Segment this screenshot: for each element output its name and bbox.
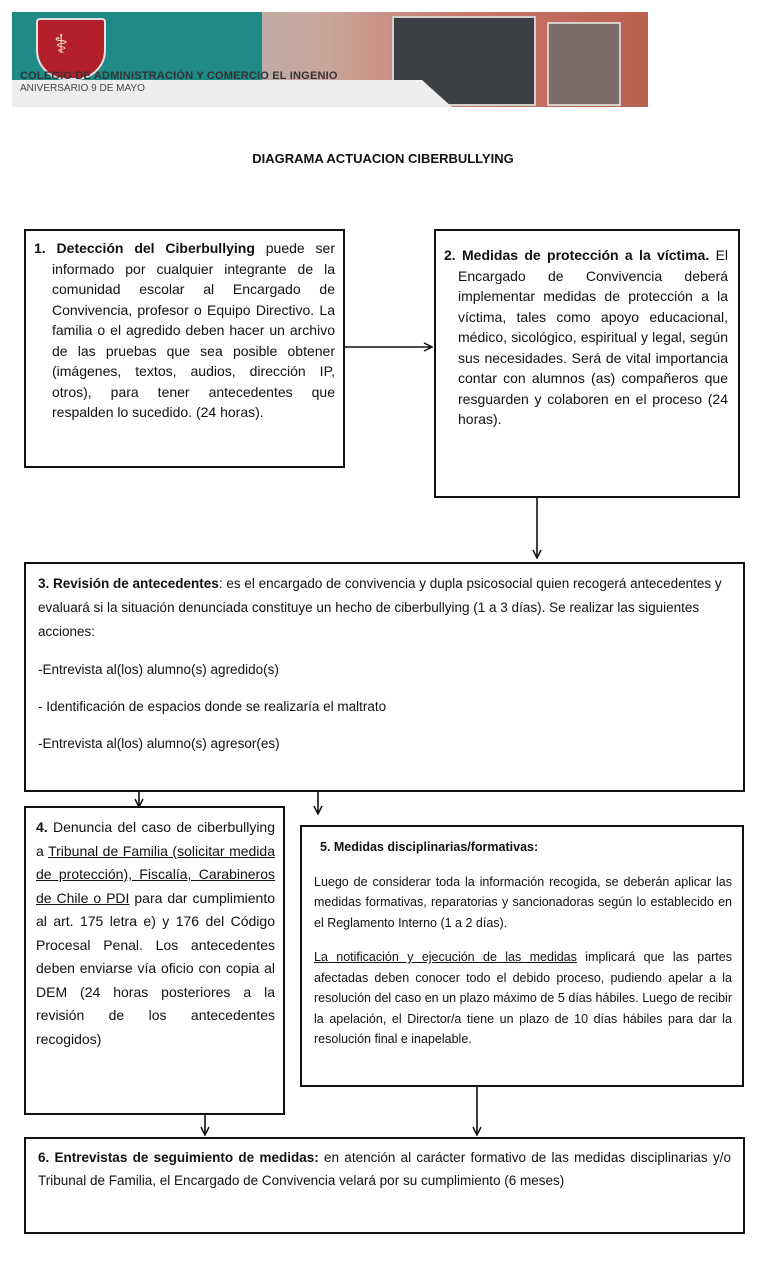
logo-emblem-icon: ⚕ [54,30,69,60]
box1-text: puede ser informado por cualquier integrante de la comunidad escolar al Encargado de Convivencia, profesor o Equipo Directivo. La familia o el agredido deben hacer un archivo de las pruebas que sea posible obtener (imágenes, textos, audios, dirección IP, otros), para tener antecedentes que respalden lo sucedido. (24 horas). [52,240,335,420]
box-protection [434,229,740,498]
box-review [24,562,745,792]
box5-underlined: La notificación y ejecución de las medidas [314,950,577,964]
box1-heading: 1. Detección del Ciberbullying [34,240,255,256]
box4-heading: 4. [36,819,48,835]
box4-text: para dar cumplimiento al art. 175 letra e) y 176 del Código Procesal Penal. Los antecedentes deben enviarse vía oficio con copia al DEM (24 horas posteriores a la revisión de los antecedentes recogidos) [36,889,276,1047]
box5-para2: implicará que las partes afectadas deben conocer todo el debido proceso, pudiendo apelar a la resolución del caso en un plazo máximo de 5 días hábiles. Luego de recibir la apelación, el Director/a tiene un plazo de 10 días hábiles para dar la resolución final e inapelable. [314,950,732,1046]
box6-heading: 6. Entrevistas de seguimiento de medidas: [38,1150,319,1165]
box2-text: El Encargado de Convivencia deberá implementar medidas de protección a la víctima, tales como apoyo educacional, médico, sicológico, espiritual y legal, según sus necesidades. Será de vital importancia contar con alumnos (as) compañeros que resguarden y colaboren en el proceso (24 horas). [458,247,729,427]
box4-lead: Denuncia del caso de ciberbullying a [36,819,276,859]
school-name: COLEGIO DE ADMINISTRACIÓN Y COMERCIO EL INGENIO [20,70,338,82]
box-detection [24,229,345,468]
box5-para1: Luego de considerar toda la información recogida, se deberán aplicar las medidas formativas, reparatorias y sancionadoras según lo establecido en el Reglamento Interno (1 a 2 días). [314,874,732,930]
box-disciplinary [300,825,744,1087]
box3-item-3: -Entrevista al(los) alumno(s) agresor(es) [38,736,280,751]
box2-heading: 2. Medidas de protección a la víctima. [444,247,710,263]
box3-text: : es el encargado de convivencia y dupla psicosocial quien recogerá antecedentes y evaluará si la situación denunciada constituye un hecho de ciberbullying (1 a 3 días). Se realizar las siguientes acciones: [38,576,722,639]
box6-text: en atención al carácter formativo de las medidas disciplinarias y/o Tribunal de Familia, el Encargado de Convivencia velará por su cumplimiento (6 meses) [38,1150,731,1188]
box-report [24,806,285,1115]
diagram-title: DIAGRAMA ACTUACION CIBERBULLYING [252,151,514,166]
box3-item-1: -Entrevista al(los) alumno(s) agredido(s) [38,662,279,677]
box-followup [24,1137,745,1234]
anniversary-text: ANIVERSARIO 9 DE MAYO [20,83,145,94]
box5-heading: 5. Medidas disciplinarias/formativas: [320,840,539,854]
box3-item-2: - Identificación de espacios donde se realizaría el maltrato [38,699,387,714]
box4-underlined: Tribunal de Familia (solicitar medida de protección), Fiscalía, Carabineros de Chile o PDI [36,842,275,906]
box3-heading: 3. Revisión de antecedentes [38,576,219,591]
